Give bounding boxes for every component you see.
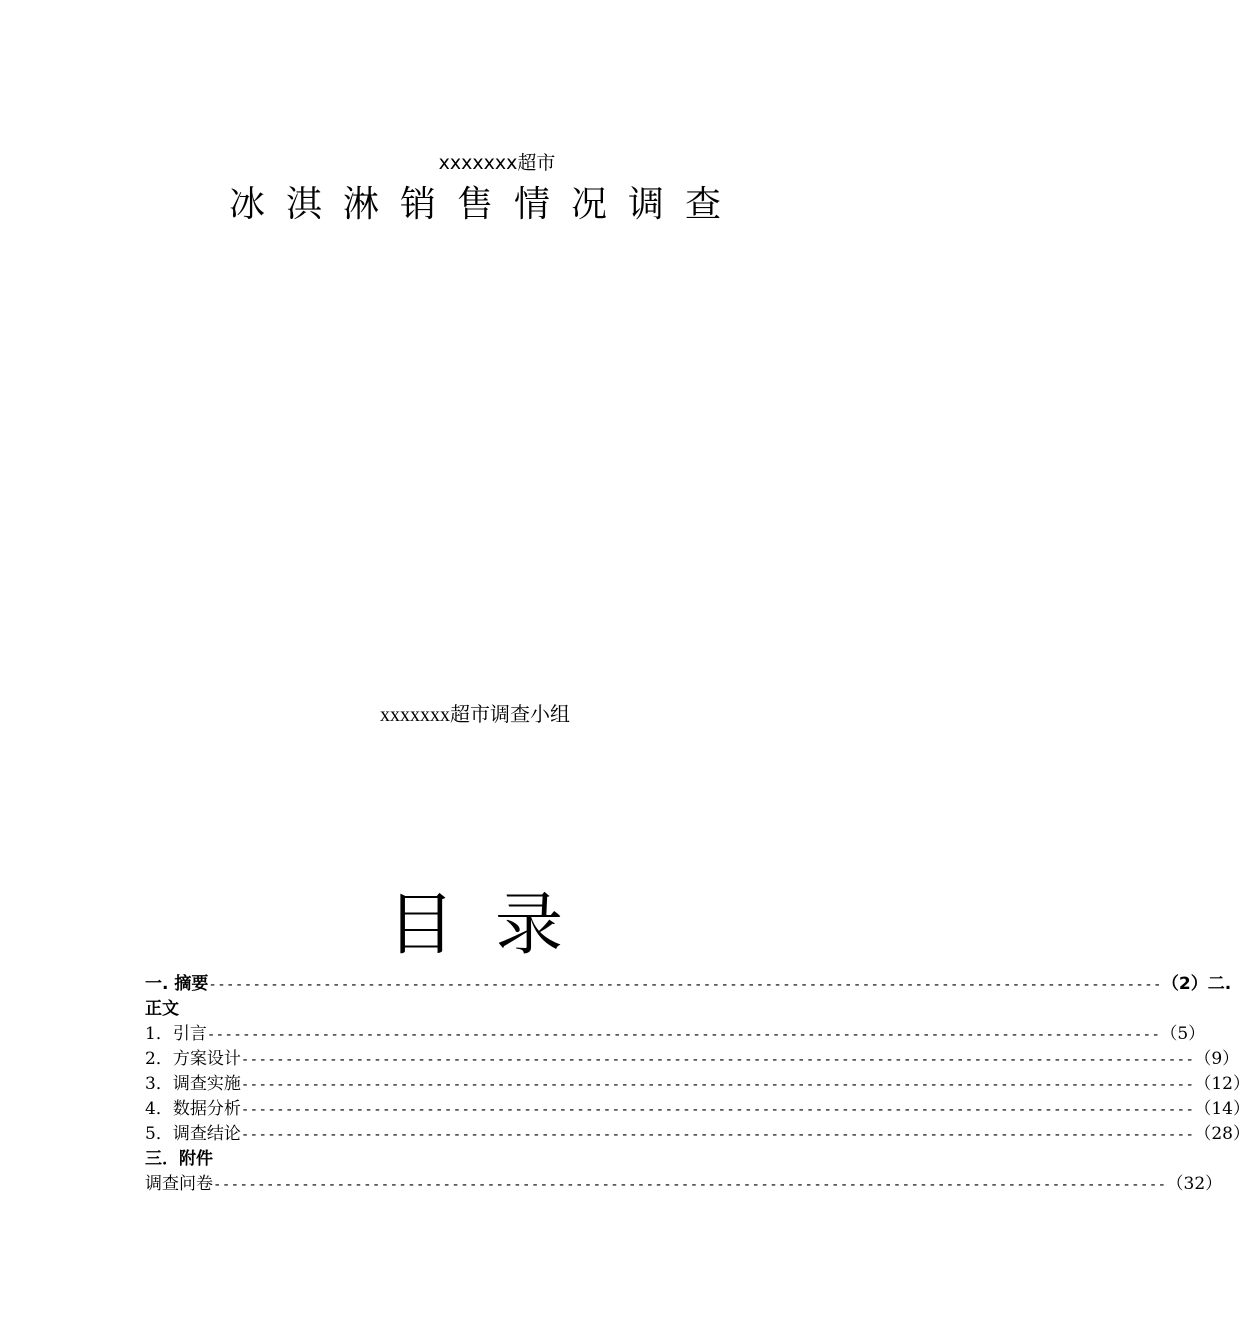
toc-entry-page: （14） bbox=[1194, 1099, 1250, 1119]
toc-section-appendix: 三．附件 bbox=[145, 1149, 213, 1169]
toc-entry[interactable] bbox=[145, 1047, 1240, 1072]
cover-group-name: xxxxxxx超市调查小组 bbox=[380, 704, 570, 726]
toc-entry[interactable] bbox=[145, 1122, 1250, 1147]
toc-entry[interactable] bbox=[145, 1072, 1250, 1097]
toc-leader-dashes: ------------------------------------------------------------------------------------------------------------ bbox=[206, 1027, 1161, 1043]
toc-entry-page: （9） bbox=[1194, 1049, 1240, 1069]
toc-entry-label: 调查问卷 bbox=[145, 1174, 213, 1194]
toc-entry-page: （32） bbox=[1166, 1174, 1223, 1194]
toc-leader-dashes: ------------------------------------------------------------------------------------------------------------ bbox=[213, 1177, 1167, 1193]
toc-entry[interactable] bbox=[145, 1022, 1206, 1047]
toc-leader-dashes: ------------------------------------------------------------------------------------------------------------ bbox=[240, 1127, 1195, 1143]
toc-section-body: 正文 bbox=[145, 999, 179, 1019]
toc-entry-page: （12） bbox=[1194, 1074, 1250, 1094]
toc-entry-page: （28） bbox=[1194, 1124, 1250, 1144]
cover-title: 冰淇淋销售情况调查 bbox=[229, 184, 743, 225]
toc-leader-dashes: ------------------------------------------------------------------------------------------------------------ bbox=[208, 977, 1162, 993]
toc-title: 目录 bbox=[386, 886, 603, 965]
toc-leader-dashes: ------------------------------------------------------------------------------------------------------------ bbox=[240, 1052, 1195, 1068]
toc-entry-abstract[interactable] bbox=[145, 972, 1232, 997]
toc-entry-label: 5．调查结论 bbox=[145, 1124, 241, 1144]
toc-entry[interactable] bbox=[145, 1097, 1250, 1122]
table-of-contents bbox=[145, 972, 1250, 1197]
toc-entry-page: （2）二. bbox=[1161, 974, 1232, 994]
toc-entry-label: 4．数据分析 bbox=[145, 1099, 241, 1119]
cover-subtitle: xxxxxxx超市 bbox=[438, 152, 556, 174]
toc-entry-questionnaire[interactable] bbox=[145, 1172, 1223, 1197]
toc-entry-label: 3．调查实施 bbox=[145, 1074, 241, 1094]
toc-leader-dashes: ------------------------------------------------------------------------------------------------------------ bbox=[240, 1102, 1195, 1118]
toc-leader-dashes: ------------------------------------------------------------------------------------------------------------ bbox=[240, 1077, 1195, 1093]
toc-entry-label: 1．引言 bbox=[145, 1024, 207, 1044]
toc-entry-page: （5） bbox=[1160, 1024, 1206, 1044]
toc-entry-label: 一. 摘要 bbox=[145, 974, 209, 994]
toc-entry-label: 2．方案设计 bbox=[145, 1049, 241, 1069]
